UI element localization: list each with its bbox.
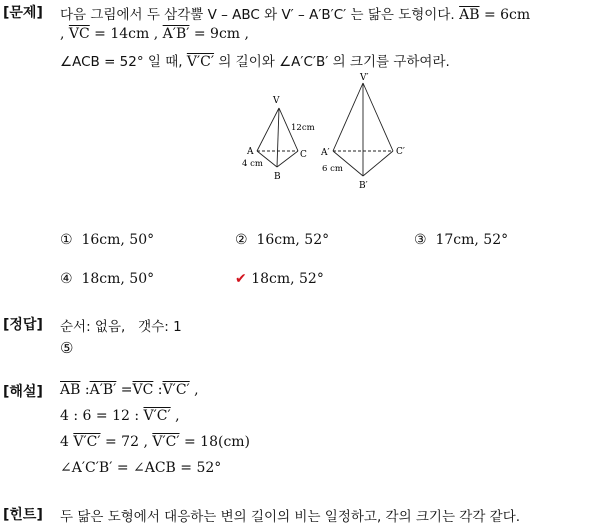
choice-1[interactable]	[60, 232, 154, 248]
answer-meta: 순서: 없음, 갯수: 1	[60, 319, 182, 335]
explanation-text: 4	[60, 434, 74, 450]
large-base-length: 6 cm	[322, 164, 343, 174]
choice-4[interactable]	[60, 271, 154, 287]
small-vertex-c: C	[300, 150, 307, 160]
segment-apbp: A′B′	[89, 382, 117, 398]
explanation-text: 4 : 6 = 12 :	[60, 408, 144, 424]
problem-text: = 14cm ,	[89, 26, 163, 42]
segment-vc: $\overline{VC}$	[132, 382, 154, 398]
explanation-text: :	[80, 382, 90, 398]
choice-number: ③	[414, 232, 427, 248]
small-edge-length: 12cm	[291, 123, 315, 133]
check-icon: ✔	[235, 271, 247, 287]
explanation-line-2	[60, 408, 180, 424]
explanation-text: ,	[189, 382, 199, 398]
choice-text: 16cm, 50°	[81, 232, 155, 248]
large-vertex-c: C′	[396, 147, 405, 157]
answer-label: [정답]	[3, 317, 43, 333]
pyramids-figure	[230, 70, 430, 195]
small-vertex-v: V	[273, 96, 280, 106]
problem-text: = 6cm	[479, 7, 531, 23]
segment-vpcp: V′C′	[152, 434, 180, 450]
problem-text: 다음 그림에서 두 삼각뿔 V – ABC 와 V′ – A′B′C′ 는 닮은 도형이다.	[60, 7, 455, 23]
hint-label: [힌트]	[3, 507, 43, 523]
large-vertex-v: V′	[360, 73, 369, 83]
problem-line-1	[60, 3, 530, 23]
large-pyramid	[333, 83, 393, 176]
segment-apbp: A′B′	[162, 26, 190, 42]
choice-number: ④	[60, 271, 73, 287]
choice-2[interactable]	[235, 232, 329, 248]
explanation-label: [해설]	[3, 384, 43, 400]
small-pyramid	[257, 108, 298, 167]
explanation-text: = 72 ,	[100, 434, 153, 450]
explanation-text: ,	[170, 408, 180, 424]
choice-text: 18cm, 50°	[81, 271, 155, 287]
choice-3[interactable]	[414, 232, 508, 248]
segment-vpcp: V′C′	[73, 434, 101, 450]
segment-vpcp: V′C′	[143, 408, 171, 424]
segment-vpcp: V′C′	[162, 382, 190, 398]
problem-line-2	[60, 26, 249, 42]
problem-text: ,	[60, 26, 69, 42]
explanation-text: =	[116, 382, 133, 398]
problem-text: = 9cm ,	[189, 26, 249, 42]
answer-value: ⑤	[60, 339, 74, 357]
segment-ab: $\overline{AB}$	[459, 7, 480, 23]
hint-text: 두 닮은 도형에서 대응하는 변의 길이의 비는 일정하고, 각의 크기는 각각 같다.	[60, 509, 521, 525]
choice-number: ②	[235, 232, 248, 248]
problem-text: 의 길이와 ∠A′C′B′ 의 크기를 구하여라.	[214, 54, 450, 70]
choice-text: 17cm, 52°	[435, 232, 509, 248]
segment-vc: $\overline{VC}$	[68, 26, 90, 42]
explanation-line-1	[60, 382, 199, 398]
explanation-line-4: ∠A′C′B′ = ∠ACB = 52°	[60, 460, 222, 476]
explanation-line-3	[60, 434, 250, 450]
explanation-text: = 18(cm)	[179, 434, 251, 450]
large-vertex-b: B′	[359, 181, 368, 191]
large-vertex-a: A′	[321, 148, 330, 158]
small-vertex-a: A	[247, 147, 254, 157]
problem-text: ∠ACB = 52° 일 때,	[60, 54, 187, 70]
problem-line-3	[60, 50, 450, 70]
segment-ab: $\overline{AB}$	[60, 382, 81, 398]
choice-number: ①	[60, 232, 73, 248]
explanation-text: :	[153, 382, 163, 398]
small-base-length: 4 cm	[242, 159, 263, 169]
choice-text: 16cm, 52°	[256, 232, 330, 248]
small-vertex-b: B	[274, 172, 281, 182]
choice-5[interactable]	[235, 271, 324, 287]
choice-text: 18cm, 52°	[251, 271, 324, 287]
problem-label: [문제]	[3, 5, 43, 21]
segment-vpcp: V′C′	[186, 54, 215, 70]
